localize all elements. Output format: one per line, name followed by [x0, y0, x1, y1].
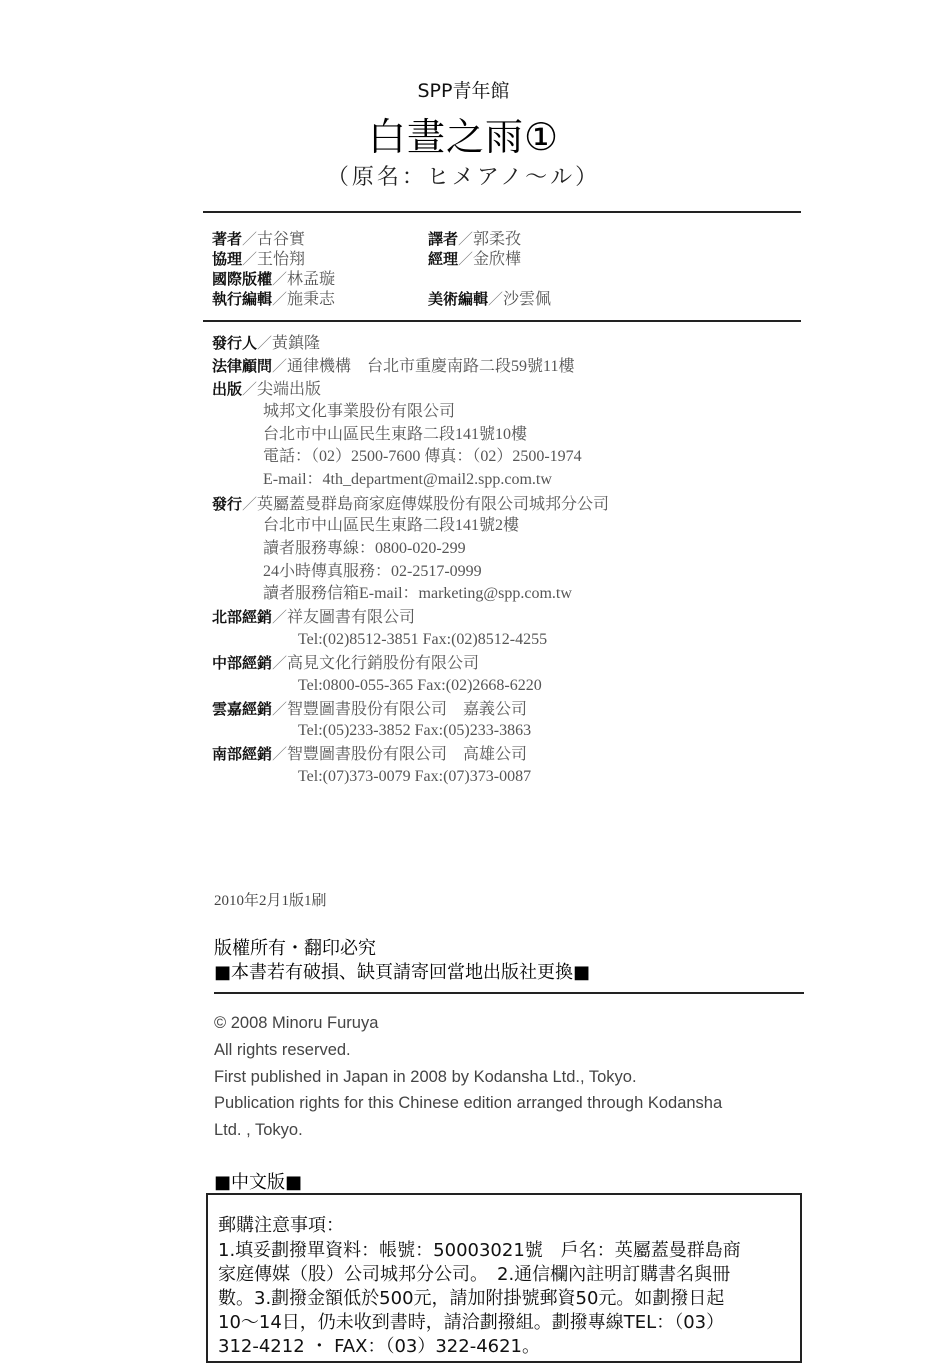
divider-middle	[203, 320, 801, 322]
reader-service-email: 讀者服務信箱E-mail：marketing@spp.com.tw	[263, 585, 572, 602]
mail-order-line: 10～14日，仍未收到書時，請洽劃撥組。劃撥專線TEL：（03）	[218, 1312, 725, 1333]
divider-bottom	[214, 992, 804, 994]
chinese-edition-label: ■中文版■	[214, 1172, 303, 1193]
south-contact: Tel:(07)373-0079 Fax:(07)373-0087	[298, 768, 532, 785]
distribution-line: 發行／英屬蓋曼群島商家庭傳媒股份有限公司城邦分公司	[212, 495, 610, 513]
credit-intl-rights: 國際版權／林孟璇	[212, 270, 336, 288]
press-company: 城邦文化事業股份有限公司	[263, 403, 456, 420]
mail-order-line: 數。3.劃撥金額低於500元，請加附掛號郵資50元。如劃撥日起	[218, 1288, 725, 1309]
credit-author: 著者／古谷實	[212, 230, 306, 248]
press-phone: 電話：（02）2500-7600 傳真：（02）2500-1974	[263, 448, 582, 465]
credit-name: 古谷實	[257, 231, 306, 248]
legal-counsel-line: 法律顧問／通律機構 台北市重慶南路二段59號11樓	[212, 357, 575, 375]
yunjia-contact: Tel:(05)233-3852 Fax:(05)233-3863	[298, 722, 532, 739]
copyright-line: Ltd. , Tokyo.	[214, 1121, 303, 1139]
copyright-line: Publication rights for this Chinese edition arranged through Kodansha	[214, 1094, 723, 1112]
publisher-line: 發行人／黃鎮隆	[212, 334, 321, 352]
press-line: 出版／尖端出版	[212, 380, 322, 398]
mail-order-line: 1.填妥劃撥單資料：帳號：50003021號 戶名：英屬蓋曼群島商	[218, 1240, 741, 1261]
series-name: SPP青年館	[417, 80, 510, 102]
copyright-line: All rights reserved.	[214, 1041, 351, 1059]
divider-top	[203, 211, 801, 213]
credit-label: 著者	[212, 230, 243, 248]
distribution-address: 台北市中山區民生東路二段141號2樓	[263, 517, 520, 534]
fax-service: 24小時傳真服務：02-2517-0999	[263, 563, 482, 580]
credit-art-editor: 美術編輯／沙雲佩	[428, 290, 552, 308]
copyright-line: First published in Japan in 2008 by Kodansha Ltd., Tokyo.	[214, 1068, 637, 1086]
central-distributor: 中部經銷／高見文化行銷股份有限公司	[212, 654, 480, 672]
mail-order-title: 郵購注意事項：	[218, 1215, 344, 1236]
yunjia-distributor: 雲嘉經銷／智豐圖書股份有限公司 嘉義公司	[212, 700, 528, 718]
copyright-line: © 2008 Minoru Furuya	[214, 1014, 379, 1032]
credit-manager: 經理／金欣樺	[428, 250, 522, 268]
press-address: 台北市中山區民生東路二段141號10樓	[263, 426, 528, 443]
mail-order-line: 312-4212 ・ FAX：（03）322-4621。	[218, 1336, 541, 1357]
credit-translator: 譯者／郭柔孜	[428, 230, 522, 248]
north-distributor: 北部經銷／祥友圖書有限公司	[212, 608, 416, 626]
credit-associate-manager: 協理／王怡翔	[212, 250, 306, 268]
rights-notice: 版權所有・翻印必究	[214, 938, 376, 959]
credit-executive-editor: 執行編輯／施秉志	[212, 290, 336, 308]
north-contact: Tel:(02)8512-3851 Fax:(02)8512-4255	[298, 631, 548, 648]
mail-order-box	[206, 1193, 802, 1363]
original-title: （原名：ヒメアノ～ル）	[326, 165, 601, 190]
mail-order-line: 家庭傳媒（股）公司城邦分公司。 2.通信欄內註明訂購書名與冊	[218, 1264, 731, 1285]
reader-service-line: 讀者服務專線：0800-020-299	[263, 540, 466, 557]
edition-date: 2010年2月1版1刷	[214, 893, 327, 909]
book-title: 白晝之雨①	[367, 115, 560, 159]
south-distributor: 南部經銷／智豐圖書股份有限公司 高雄公司	[212, 745, 528, 763]
central-contact: Tel:0800-055-365 Fax:(02)2668-6220	[298, 677, 542, 694]
press-email: E-mail：4th_department@mail2.spp.com.tw	[263, 471, 552, 488]
damage-notice: ■本書若有破損、缺頁請寄回當地出版社更換■	[214, 962, 591, 983]
